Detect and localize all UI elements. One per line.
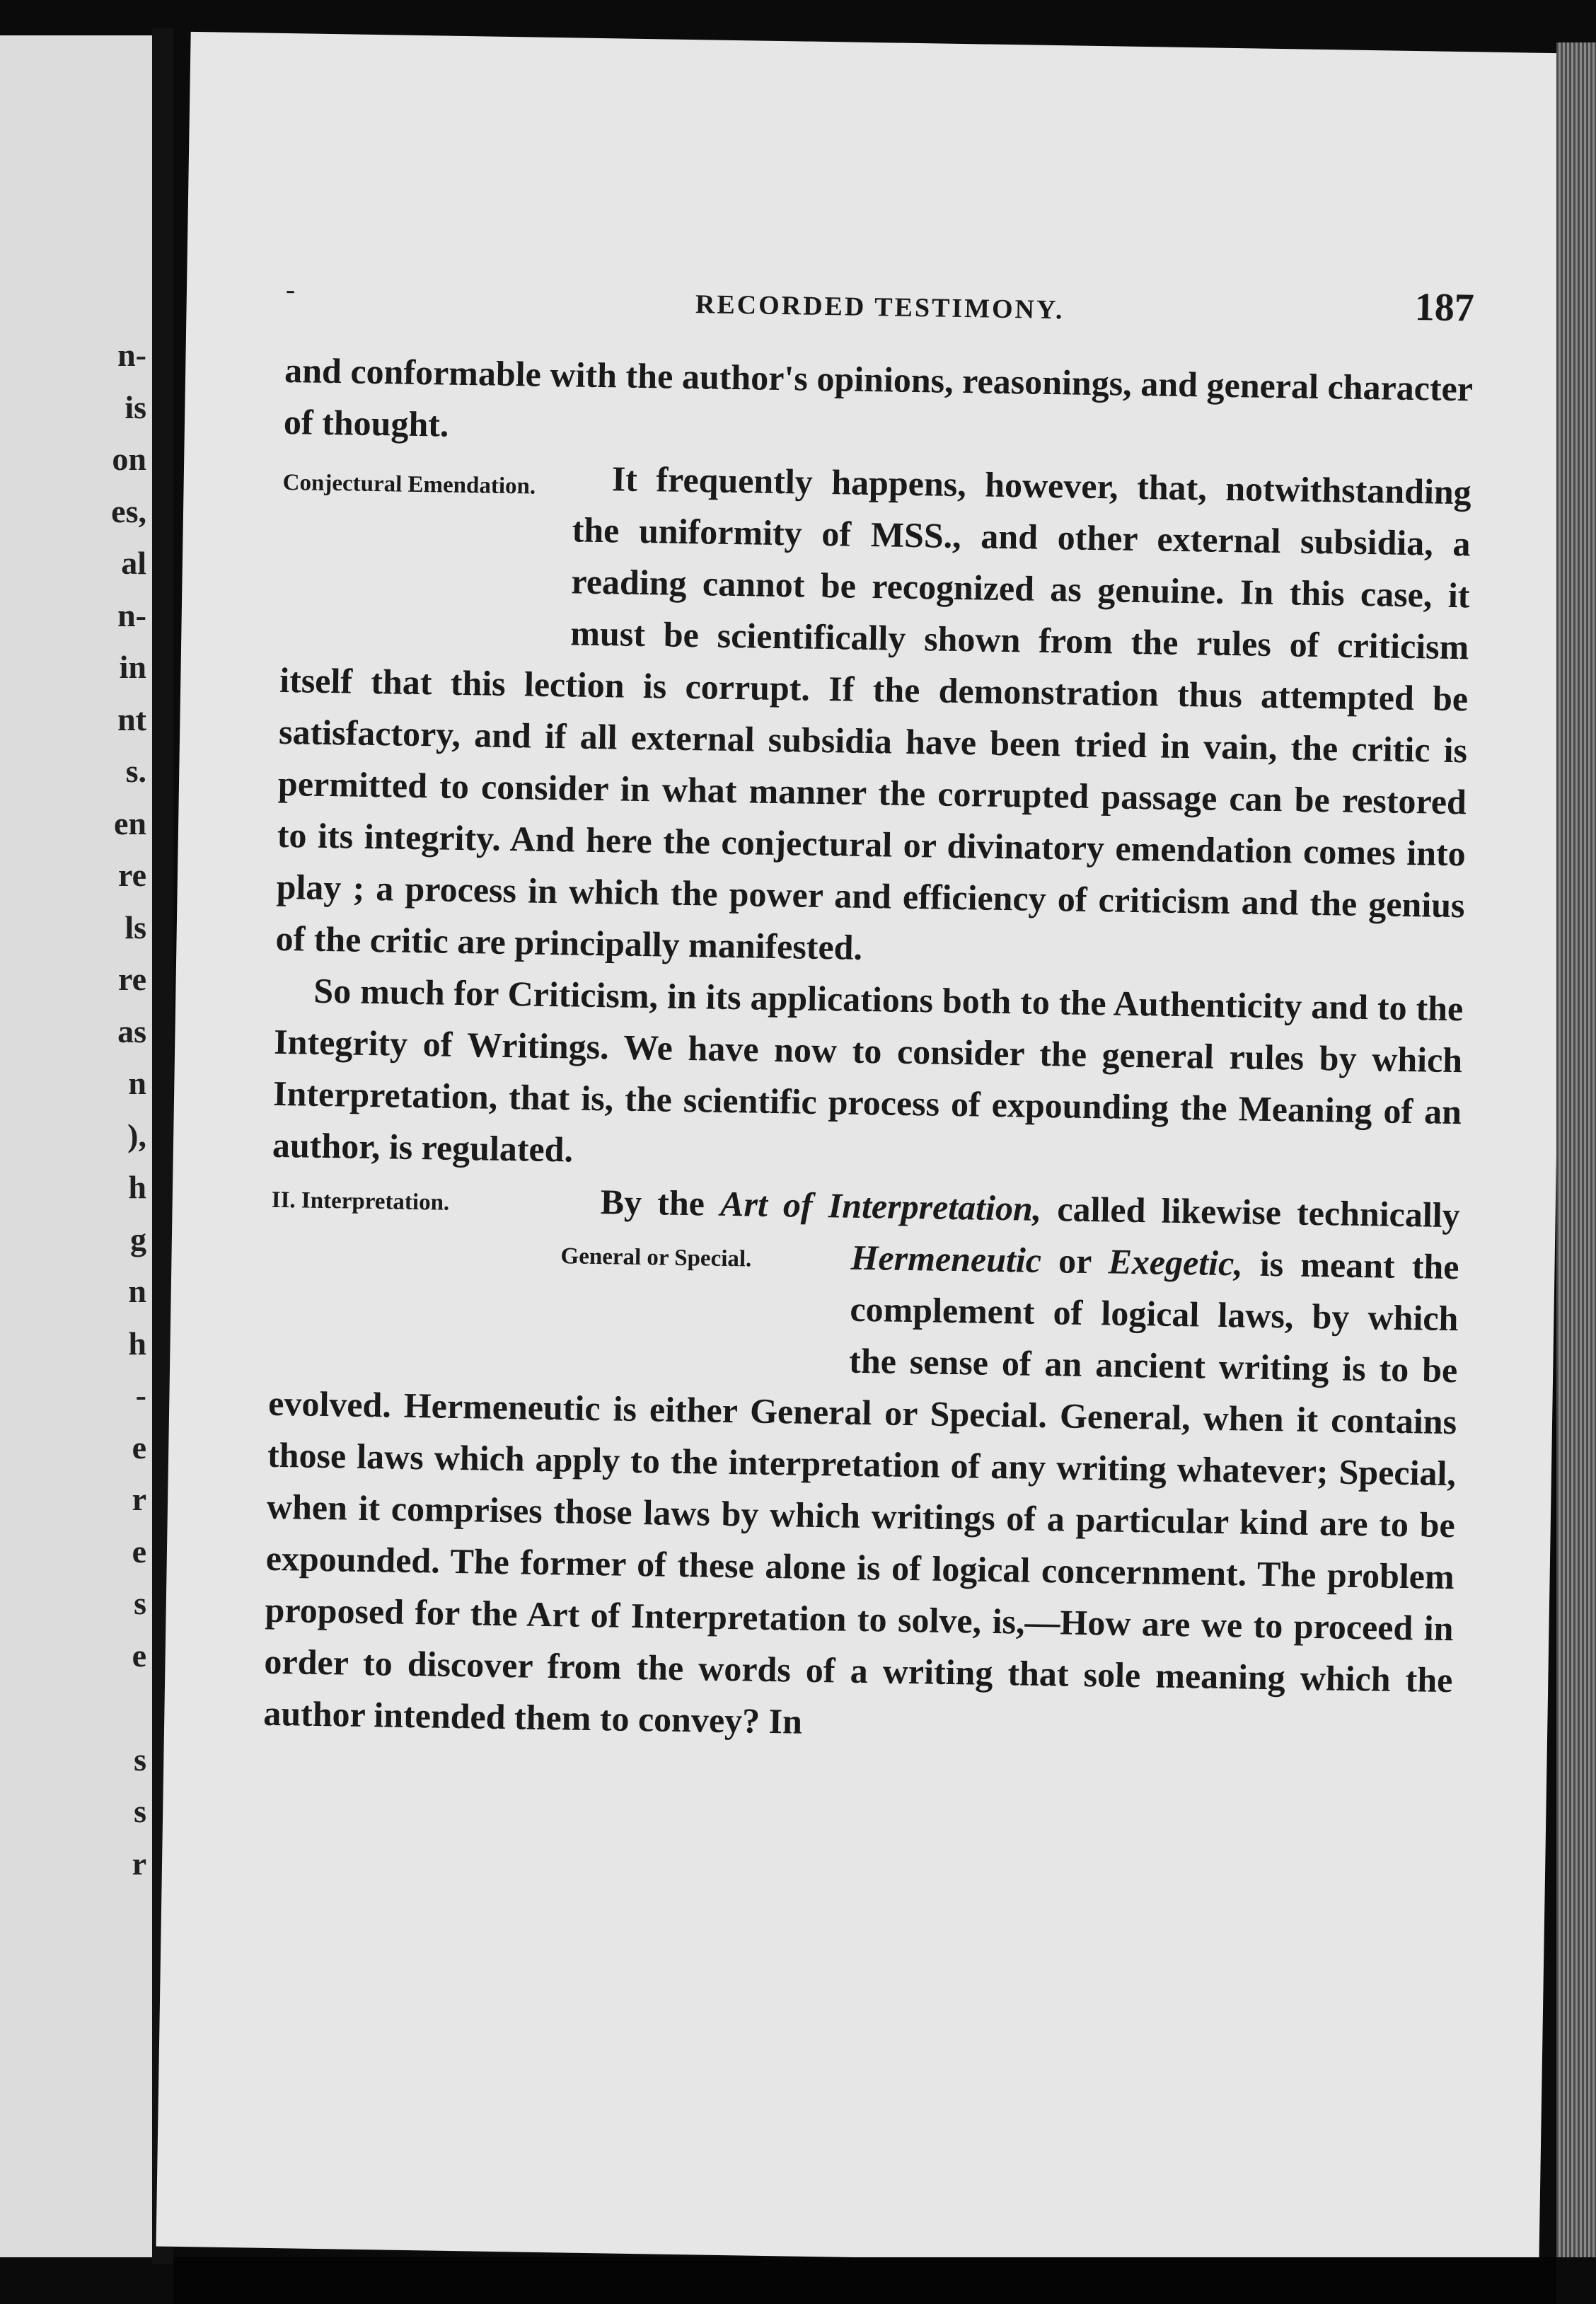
paragraph-continued: and conformable with the author's opinions, reasonings, and general character of thought. — [283, 350, 1474, 444]
paragraph-conjectural-text: It frequently happens, however, that, notwithstanding the uniformity of MSS., and other external subsidia, a reading cannot be recognized as genuine. In this case, it must be scientifically shown from the rules of criticism itself that this lection is corrupt. If the demonstration thus attempted be satisfactory, and if all external subsidia have been tried in vain, the critic is permitted to consider in what manner the corrupted passage can be restored to its integrity. And here the conjectural or divinatory emendation comes into play ; a process in which the power and efficiency of criticism and the genius of the critic are principally manifested. — [275, 459, 1472, 967]
facing-page-fragment: s — [134, 1793, 146, 1829]
facing-page-fragment: e — [132, 1533, 146, 1569]
facing-page-fragment: in — [119, 649, 146, 685]
facing-page-fragment: - — [135, 1377, 146, 1413]
facing-page-fragment: n — [128, 1065, 146, 1101]
page-edge-stack — [1556, 42, 1596, 2257]
facing-page-fragment: re — [117, 857, 146, 893]
p4-art-of-interpretation: Art of Interpretation, — [719, 1183, 1058, 1229]
facing-page-fragment: al — [121, 545, 146, 581]
page-body — [263, 345, 1474, 1758]
facing-page-fragment: h — [128, 1325, 146, 1361]
facing-page-fragment: on — [112, 441, 146, 477]
paragraph-interpretation — [263, 1171, 1460, 1758]
facing-page-fragment: s. — [125, 753, 146, 789]
facing-page-fragment: es, — [111, 493, 146, 529]
facing-page-fragment: h — [128, 1169, 146, 1205]
header-dash: - — [285, 272, 296, 306]
facing-page-fragment: ls — [125, 909, 146, 945]
facing-page-fragment: n- — [117, 597, 146, 633]
p4-exegetic: Exegetic, — [1108, 1241, 1261, 1284]
facing-page-fragment: n- — [117, 337, 146, 373]
facing-page-sliver — [0, 35, 152, 2257]
side-note-interpretation: II. Interpretation. — [271, 1187, 450, 1216]
side-note-general-special: General or Special. — [560, 1243, 752, 1272]
facing-page-fragment: r — [132, 1845, 146, 1882]
paragraph-criticism-summary: So much for Criticism, in its applications both to the Authenticity and to the Integrity of Writings. We have now to consider the general rules by which Interpretation, that is, the scientific process of expounding the Meaning of an author, is regulated. — [272, 970, 1464, 1170]
facing-page-fragment: g — [130, 1221, 146, 1257]
facing-page-fragment: as — [117, 1013, 146, 1049]
facing-page-fragment: nt — [117, 701, 146, 737]
bottom-shadow — [173, 2257, 1556, 2304]
facing-page-fragment: n — [128, 1273, 146, 1309]
p4-hermeneutic: Hermeneutic — [850, 1237, 1059, 1281]
p4-lead: By the — [600, 1182, 721, 1223]
facing-page-fragment: s — [134, 1741, 146, 1778]
book-page — [156, 32, 1574, 2268]
page-header — [285, 267, 1474, 349]
facing-page-fragment: en — [114, 805, 146, 841]
paragraph-conjectural — [275, 448, 1471, 983]
facing-page-fragment: s — [134, 1585, 146, 1621]
facing-page-fragment: e — [132, 1429, 146, 1465]
p4-rest: is meant the complement of logical laws, by which the sense of an ancient writing is to be evolved. Hermeneutic is either General or Special. General, when it contains those laws which apply to the interpretation of any writing whatever; Special, when it comprises those laws by which writings of a particular kind are to be expounded. The former of these alone is of logical concernment. The problem proposed for the Art of Interpretation to solve, is,—How are we to proceed in order to discover from the words of a writing that sole meaning which the author intended them to convey? In — [262, 1243, 1459, 1741]
facing-page-fragment: is — [125, 388, 146, 425]
page-number: 187 — [1414, 285, 1475, 330]
facing-page-fragment: e — [132, 1637, 146, 1674]
p4-or: or — [1058, 1240, 1109, 1281]
facing-page-fragment: re — [117, 961, 146, 997]
side-note-conjectural: Conjectural Emendation. — [282, 469, 536, 500]
p4-mid: called likewise technically — [1057, 1189, 1461, 1235]
facing-page-fragment: r — [132, 1481, 146, 1517]
running-head: RECORDED TESTIMONY. — [695, 289, 1065, 326]
facing-page-fragment: ), — [127, 1117, 146, 1153]
